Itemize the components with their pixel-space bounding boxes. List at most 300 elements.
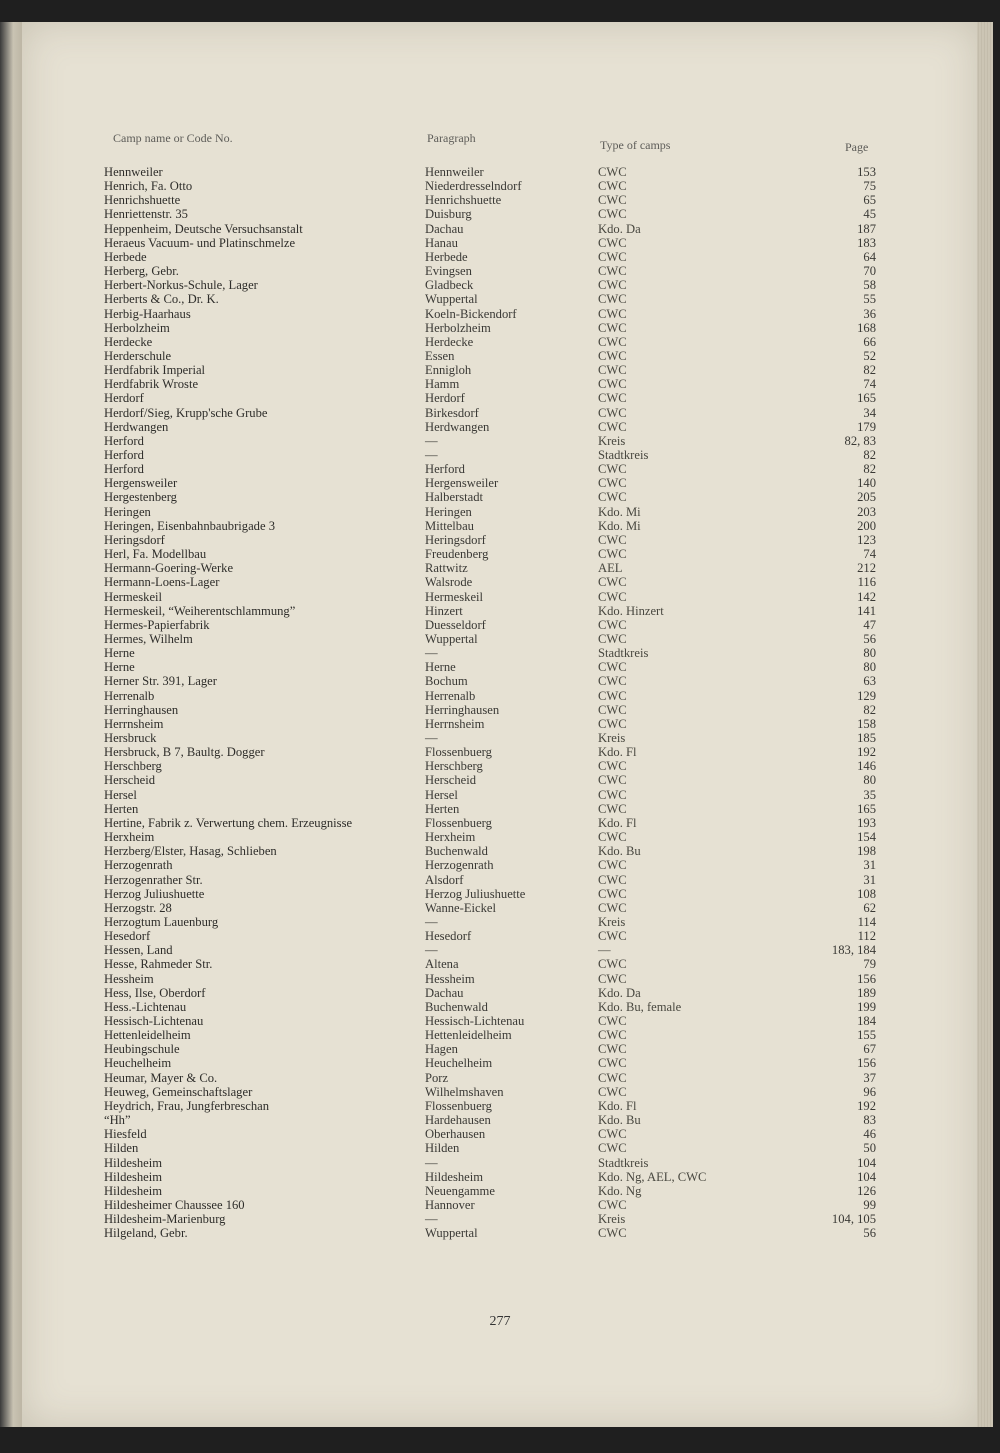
camp-name-cell: Hermeskeil, “Weiherentschlammung”	[104, 603, 296, 618]
paragraph-cell: Gladbeck	[425, 278, 474, 293]
camp-type-cell: CWC	[598, 801, 627, 816]
table-row	[0, 278, 1000, 292]
camp-type-cell: Kdo. Ng	[598, 1183, 642, 1198]
paragraph-cell: Herscheid	[425, 773, 477, 788]
camp-type-cell: Kreis	[598, 731, 626, 745]
camp-name-cell: Hermeskeil	[104, 589, 163, 604]
page-cell: 192	[857, 745, 876, 760]
page-cell: 141	[857, 603, 876, 618]
camp-type-cell: CWC	[598, 1014, 627, 1028]
page-cell: 156	[857, 1056, 876, 1071]
paragraph-cell: Heringsdorf	[425, 532, 486, 547]
camp-name-cell: Hesedorf	[104, 929, 151, 944]
camp-name-cell: Hessheim	[104, 971, 154, 986]
paragraph-cell: Walsrode	[425, 575, 473, 590]
camp-type-cell: Kdo. Fl	[598, 745, 637, 760]
paragraph-cell: Evingsen	[425, 264, 472, 279]
camp-type-cell: CWC	[598, 575, 627, 590]
camp-type-cell: CWC	[598, 886, 627, 901]
camp-name-cell: Herdorf/Sieg, Krupp'sche Grube	[104, 405, 268, 420]
paragraph-cell: Duisburg	[425, 207, 472, 222]
table-row	[0, 264, 1000, 278]
paragraph-cell: —	[425, 448, 438, 462]
page-cell: 179	[857, 419, 876, 434]
page-cell: 80	[863, 646, 876, 661]
paragraph-cell: Birkesdorf	[425, 405, 479, 420]
camp-type-cell: CWC	[598, 1070, 627, 1085]
camp-type-cell: CWC	[598, 306, 627, 321]
table-row	[0, 915, 1000, 929]
camp-name-cell: Herzberg/Elster, Hasag, Schlieben	[104, 844, 277, 859]
paragraph-cell: Hessisch-Lichtenau	[425, 1014, 525, 1028]
camp-type-cell: Kdo. Fl	[598, 1098, 637, 1113]
page-cell: 34	[863, 405, 876, 420]
camp-name-cell: Hersbruck	[104, 731, 157, 745]
page-cell: 183, 184	[831, 943, 876, 958]
page-cell: 64	[863, 249, 876, 264]
table-row	[0, 250, 1000, 264]
table-row	[0, 1127, 1000, 1141]
camp-type-cell: CWC	[598, 405, 627, 420]
table-row	[0, 575, 1000, 589]
camp-name-cell: Heringen, Eisenbahnbaubrigade 3	[104, 518, 276, 533]
page-cell: 55	[863, 292, 876, 307]
paragraph-cell: Herbolzheim	[425, 320, 491, 335]
camp-type-cell: Stadtkreis	[598, 646, 649, 661]
camp-type-cell: CWC	[598, 334, 627, 349]
table-row	[0, 236, 1000, 250]
table-row	[0, 844, 1000, 858]
page-cell: 165	[857, 391, 876, 406]
table-row	[0, 1212, 1000, 1226]
table-row	[0, 1071, 1000, 1085]
page-cell: 153	[857, 165, 876, 179]
paragraph-cell: —	[425, 433, 438, 448]
table-row	[0, 759, 1000, 773]
paragraph-cell: Flossenbuerg	[425, 1098, 492, 1113]
table-row	[0, 745, 1000, 759]
table-row	[0, 986, 1000, 1000]
camp-name-cell: Herzogtum Lauenburg	[104, 914, 219, 929]
table-row	[0, 561, 1000, 575]
paragraph-cell: Hardehausen	[425, 1113, 491, 1128]
page-cell: 205	[857, 490, 876, 505]
paragraph-cell: Freudenberg	[425, 547, 489, 562]
page-cell: 104	[857, 1169, 876, 1184]
camp-name-cell: Heringsdorf	[104, 532, 165, 547]
camp-type-cell: CWC	[598, 631, 627, 646]
page-cell: 80	[863, 773, 876, 788]
page-cell: 74	[863, 547, 876, 562]
page-cell: 65	[863, 193, 876, 208]
camp-name-cell: Herberg, Gebr.	[104, 264, 179, 279]
camp-type-cell: CWC	[598, 688, 627, 703]
camp-name-cell: Hildesheimer Chaussee 160	[104, 1197, 245, 1212]
paragraph-cell: Duesseldorf	[425, 617, 486, 632]
camp-name-cell: Herbolzheim	[104, 320, 170, 335]
table-row	[0, 363, 1000, 377]
camp-type-cell: CWC	[598, 320, 627, 335]
camp-name-cell: Hess.-Lichtenau	[104, 999, 187, 1014]
page-cell: 74	[863, 377, 876, 392]
camp-name-cell: Hergestenberg	[104, 490, 177, 505]
page-cell: 79	[863, 957, 876, 972]
page-cell: 83	[863, 1113, 876, 1128]
camp-type-cell: CWC	[598, 900, 627, 915]
table-row	[0, 193, 1000, 207]
page-cell: 36	[863, 306, 876, 321]
page-cell: 31	[863, 858, 876, 873]
table-row	[0, 632, 1000, 646]
table-row	[0, 222, 1000, 236]
table-row	[0, 802, 1000, 816]
table-row	[0, 1226, 1000, 1240]
table-row	[0, 349, 1000, 363]
camp-type-cell: CWC	[598, 532, 627, 547]
camp-name-cell: Herrenalb	[104, 688, 155, 703]
table-row	[0, 1156, 1000, 1170]
page-cell: 104	[857, 1155, 876, 1170]
paragraph-cell: Herringhausen	[425, 702, 500, 717]
camp-name-cell: Herford	[104, 448, 144, 462]
table-row	[0, 703, 1000, 717]
camp-name-cell: Hennweiler	[104, 165, 163, 179]
camp-name-cell: Herbig-Haarhaus	[104, 306, 191, 321]
table-row	[0, 406, 1000, 420]
table-row	[0, 207, 1000, 221]
camp-type-cell: CWC	[598, 193, 627, 208]
table-row	[0, 1085, 1000, 1099]
table-row	[0, 448, 1000, 462]
page-cell: 67	[863, 1042, 876, 1057]
paragraph-cell: —	[425, 731, 438, 745]
paragraph-cell: Buchenwald	[425, 844, 488, 859]
paragraph-cell: Herne	[425, 660, 456, 675]
camp-name-cell: Henrich, Fa. Otto	[104, 179, 193, 194]
camp-name-cell: Hersel	[104, 787, 137, 802]
page-cell: 200	[857, 518, 876, 533]
camp-type-cell: CWC	[598, 773, 627, 788]
camp-type-cell: CWC	[598, 787, 627, 802]
page-cell: 75	[863, 179, 876, 194]
camp-name-cell: Hettenleidelheim	[104, 1028, 191, 1043]
paragraph-cell: Wilhelmshaven	[425, 1084, 504, 1099]
paragraph-cell: Hergensweiler	[425, 476, 499, 491]
page-cell: 193	[857, 815, 876, 830]
camp-name-cell: Herner Str. 391, Lager	[104, 674, 217, 689]
paragraph-cell: Heringen	[425, 504, 472, 519]
paragraph-cell: Bochum	[425, 674, 468, 689]
camp-type-cell: CWC	[598, 830, 627, 845]
camp-type-cell: Kdo. Bu	[598, 844, 641, 859]
table-row	[0, 179, 1000, 193]
camp-type-cell: CWC	[598, 617, 627, 632]
page-cell: 189	[857, 985, 876, 1000]
table-row	[0, 717, 1000, 731]
paragraph-cell: Wanne-Eickel	[425, 900, 497, 915]
table-row	[0, 816, 1000, 830]
page-cell: 82	[863, 702, 876, 717]
camp-name-cell: Herdwangen	[104, 419, 169, 434]
table-row	[0, 377, 1000, 391]
page-cell: 80	[863, 660, 876, 675]
camp-type-cell: Stadtkreis	[598, 448, 649, 462]
table-row	[0, 590, 1000, 604]
camp-name-cell: Hilden	[104, 1141, 139, 1156]
camp-type-cell: CWC	[598, 377, 627, 392]
camp-name-cell: Herdfabrik Imperial	[104, 363, 206, 378]
paragraph-cell: Herdwangen	[425, 419, 490, 434]
paragraph-cell: Hanau	[425, 235, 458, 250]
page-cell: 142	[857, 589, 876, 604]
table-row	[0, 674, 1000, 688]
paragraph-cell: Hennweiler	[425, 165, 484, 179]
camp-type-cell: CWC	[598, 348, 627, 363]
page-cell: 99	[863, 1197, 876, 1212]
camp-name-cell: Herbede	[104, 249, 147, 264]
camp-type-cell: Stadtkreis	[598, 1155, 649, 1170]
camp-name-cell: Herne	[104, 646, 135, 661]
camp-type-cell: CWC	[598, 419, 627, 434]
paragraph-cell: Alsdorf	[425, 872, 464, 887]
paragraph-cell: Herdecke	[425, 334, 474, 349]
camp-type-cell: CWC	[598, 292, 627, 307]
camp-type-cell: Kdo. Da	[598, 985, 641, 1000]
camp-name-cell: Hesse, Rahmeder Str.	[104, 957, 213, 972]
camp-type-cell: CWC	[598, 872, 627, 887]
header-page: Page	[845, 140, 869, 154]
page-cell: 198	[857, 844, 876, 859]
camp-type-cell: Kreis	[598, 1212, 626, 1227]
paragraph-cell: Koeln-Bickendorf	[425, 306, 517, 321]
table-row	[0, 462, 1000, 476]
camp-name-cell: Herne	[104, 660, 135, 675]
camp-type-cell: CWC	[598, 702, 627, 717]
page-cell: 199	[857, 999, 876, 1014]
page-cell: 56	[863, 1226, 876, 1241]
camp-type-cell: CWC	[598, 1127, 627, 1142]
page-cell: 58	[863, 278, 876, 293]
camp-name-cell: Hildesheim-Marienburg	[104, 1212, 226, 1227]
paragraph-cell: Hersel	[425, 787, 458, 802]
page-cell: 112	[857, 929, 876, 944]
camp-name-cell: Hermann-Goering-Werke	[104, 561, 234, 576]
camp-name-cell: Hessen, Land	[104, 943, 173, 958]
camp-type-cell: Kdo. Bu, female	[598, 999, 682, 1014]
camp-name-cell: Herzogstr. 28	[104, 900, 172, 915]
camp-name-cell: Herzogenrath	[104, 858, 173, 873]
paragraph-cell: Essen	[425, 348, 455, 363]
camp-name-cell: Herxheim	[104, 830, 155, 845]
table-row	[0, 307, 1000, 321]
table-row	[0, 1099, 1000, 1113]
paragraph-cell: Wuppertal	[425, 1226, 478, 1241]
paragraph-cell: Wuppertal	[425, 631, 478, 646]
page-cell: 62	[863, 900, 876, 915]
paragraph-cell: —	[425, 914, 438, 929]
camp-name-cell: Herringhausen	[104, 702, 179, 717]
page-cell: 185	[857, 731, 876, 745]
paragraph-cell: Heuchelheim	[425, 1056, 493, 1071]
paragraph-cell: Henrichshuette	[425, 193, 502, 208]
page-cell: 192	[857, 1098, 876, 1113]
table-row	[0, 689, 1000, 703]
page-cell: 31	[863, 872, 876, 887]
table-row	[0, 476, 1000, 490]
table-row	[0, 887, 1000, 901]
table-row	[0, 1113, 1000, 1127]
camp-name-cell: Heydrich, Frau, Jungferbreschan	[104, 1098, 270, 1113]
camp-name-cell: Hildesheim	[104, 1183, 163, 1198]
camp-name-cell: Herscheid	[104, 773, 156, 788]
camp-type-cell: CWC	[598, 1141, 627, 1156]
table-row	[0, 646, 1000, 660]
page-cell: 104, 105	[831, 1212, 876, 1227]
page-cell: 187	[857, 221, 876, 236]
camp-type-cell: Kdo. Ng, AEL, CWC	[598, 1169, 707, 1184]
paragraph-cell: Flossenbuerg	[425, 815, 492, 830]
camp-name-cell: Heringen	[104, 504, 151, 519]
table-row	[0, 873, 1000, 887]
camp-name-cell: Herl, Fa. Modellbau	[104, 547, 207, 562]
camp-type-cell: CWC	[598, 957, 627, 972]
page-cell: 45	[863, 207, 876, 222]
paragraph-cell: Buchenwald	[425, 999, 488, 1014]
page-cell: 82, 83	[844, 433, 876, 448]
camp-name-cell: Herdfabrik Wroste	[104, 377, 199, 392]
page-cell: 37	[863, 1070, 876, 1085]
camp-name-cell: Hiesfeld	[104, 1127, 147, 1142]
table-row	[0, 830, 1000, 844]
camp-name-cell: Herdecke	[104, 334, 153, 349]
camp-type-cell: Kdo. Mi	[598, 518, 641, 533]
page-cell: 116	[857, 575, 876, 590]
page-cell: 108	[857, 886, 876, 901]
paragraph-cell: Flossenbuerg	[425, 745, 492, 760]
page-cell: 35	[863, 787, 876, 802]
camp-type-cell: CWC	[598, 858, 627, 873]
camp-name-cell: Hermes-Papierfabrik	[104, 617, 210, 632]
camp-type-cell: CWC	[598, 716, 627, 731]
paragraph-cell: Hessheim	[425, 971, 475, 986]
camp-name-cell: Heraeus Vacuum- und Platinschmelze	[104, 235, 296, 250]
table-row	[0, 519, 1000, 533]
camp-name-cell: Heubingschule	[104, 1042, 180, 1057]
camp-name-cell: Herford	[104, 462, 144, 477]
paragraph-cell: Herbede	[425, 249, 468, 264]
paragraph-cell: Ennigloh	[425, 363, 472, 378]
page-cell: 126	[857, 1183, 876, 1198]
page-cell: 123	[857, 532, 876, 547]
page-cell: 212	[857, 561, 876, 576]
paragraph-cell: Mittelbau	[425, 518, 474, 533]
camp-name-cell: Herberts & Co., Dr. K.	[104, 292, 219, 307]
table-row	[0, 929, 1000, 943]
camp-type-cell: CWC	[598, 1028, 627, 1043]
camp-type-cell: CWC	[598, 249, 627, 264]
camp-type-cell: CWC	[598, 1226, 627, 1241]
page-cell: 82	[863, 462, 876, 477]
camp-name-cell: Herzogenrather Str.	[104, 872, 203, 887]
paragraph-cell: Dachau	[425, 985, 464, 1000]
paragraph-cell: Porz	[425, 1070, 449, 1085]
table-row	[0, 335, 1000, 349]
page-cell: 70	[863, 264, 876, 279]
paragraph-cell: Herxheim	[425, 830, 476, 845]
camp-name-cell: “Hh”	[104, 1113, 131, 1128]
camp-type-cell: Kdo. Hinzert	[598, 603, 664, 618]
table-row	[0, 957, 1000, 971]
page-cell: 129	[857, 688, 876, 703]
camp-name-cell: Hertine, Fabrik z. Verwertung chem. Erzeugnisse	[104, 815, 353, 830]
camp-name-cell: Hersbruck, B 7, Baultg. Dogger	[104, 745, 265, 760]
table-row	[0, 972, 1000, 986]
camp-name-cell: Hermes, Wilhelm	[104, 631, 193, 646]
camp-type-cell: CWC	[598, 1084, 627, 1099]
paragraph-cell: Oberhausen	[425, 1127, 486, 1142]
paragraph-cell: Altena	[425, 957, 459, 972]
table-row	[0, 391, 1000, 405]
camp-name-cell: Herrnsheim	[104, 716, 164, 731]
paragraph-cell: Wuppertal	[425, 292, 478, 307]
table-row	[0, 1170, 1000, 1184]
table-row	[0, 618, 1000, 632]
camp-type-cell: CWC	[598, 363, 627, 378]
table-row	[0, 773, 1000, 787]
camp-name-cell: Herzog Juliushuette	[104, 886, 205, 901]
table-row	[0, 604, 1000, 618]
camp-name-cell: Hermann-Loens-Lager	[104, 575, 220, 590]
camp-name-cell: Hildesheim	[104, 1169, 163, 1184]
table-row	[0, 901, 1000, 915]
camp-name-cell: Henriettenstr. 35	[104, 207, 188, 222]
camp-type-cell: CWC	[598, 1056, 627, 1071]
camp-type-cell: CWC	[598, 660, 627, 675]
camp-type-cell: Kreis	[598, 914, 626, 929]
table-row	[0, 1141, 1000, 1155]
paragraph-cell: —	[425, 943, 438, 958]
camp-type-cell: —	[598, 943, 611, 958]
paragraph-cell: Hagen	[425, 1042, 458, 1057]
table-row	[0, 943, 1000, 957]
paragraph-cell: Hettenleidelheim	[425, 1028, 512, 1043]
paragraph-cell: Hannover	[425, 1197, 475, 1212]
camp-name-cell: Hergensweiler	[104, 476, 178, 491]
camp-type-cell: Kdo. Fl	[598, 815, 637, 830]
table-row	[0, 420, 1000, 434]
camp-name-cell: Herschberg	[104, 759, 162, 774]
paragraph-cell: Halberstadt	[425, 490, 484, 505]
table-row	[0, 1184, 1000, 1198]
page-cell: 96	[863, 1084, 876, 1099]
camp-type-cell: CWC	[598, 391, 627, 406]
camp-type-cell: AEL	[598, 561, 623, 576]
table-row	[0, 1042, 1000, 1056]
page-cell: 56	[863, 631, 876, 646]
camp-name-cell: Herford	[104, 433, 144, 448]
camp-type-cell: CWC	[598, 547, 627, 562]
page-cell: 183	[857, 235, 876, 250]
table-row	[0, 788, 1000, 802]
table-row	[0, 1198, 1000, 1212]
page-cell: 140	[857, 476, 876, 491]
paragraph-cell: Dachau	[425, 221, 464, 236]
paragraph-cell: Herschberg	[425, 759, 483, 774]
table-row	[0, 858, 1000, 872]
camp-type-cell: CWC	[598, 674, 627, 689]
camp-type-cell: CWC	[598, 462, 627, 477]
page-number: 277	[489, 1314, 511, 1329]
